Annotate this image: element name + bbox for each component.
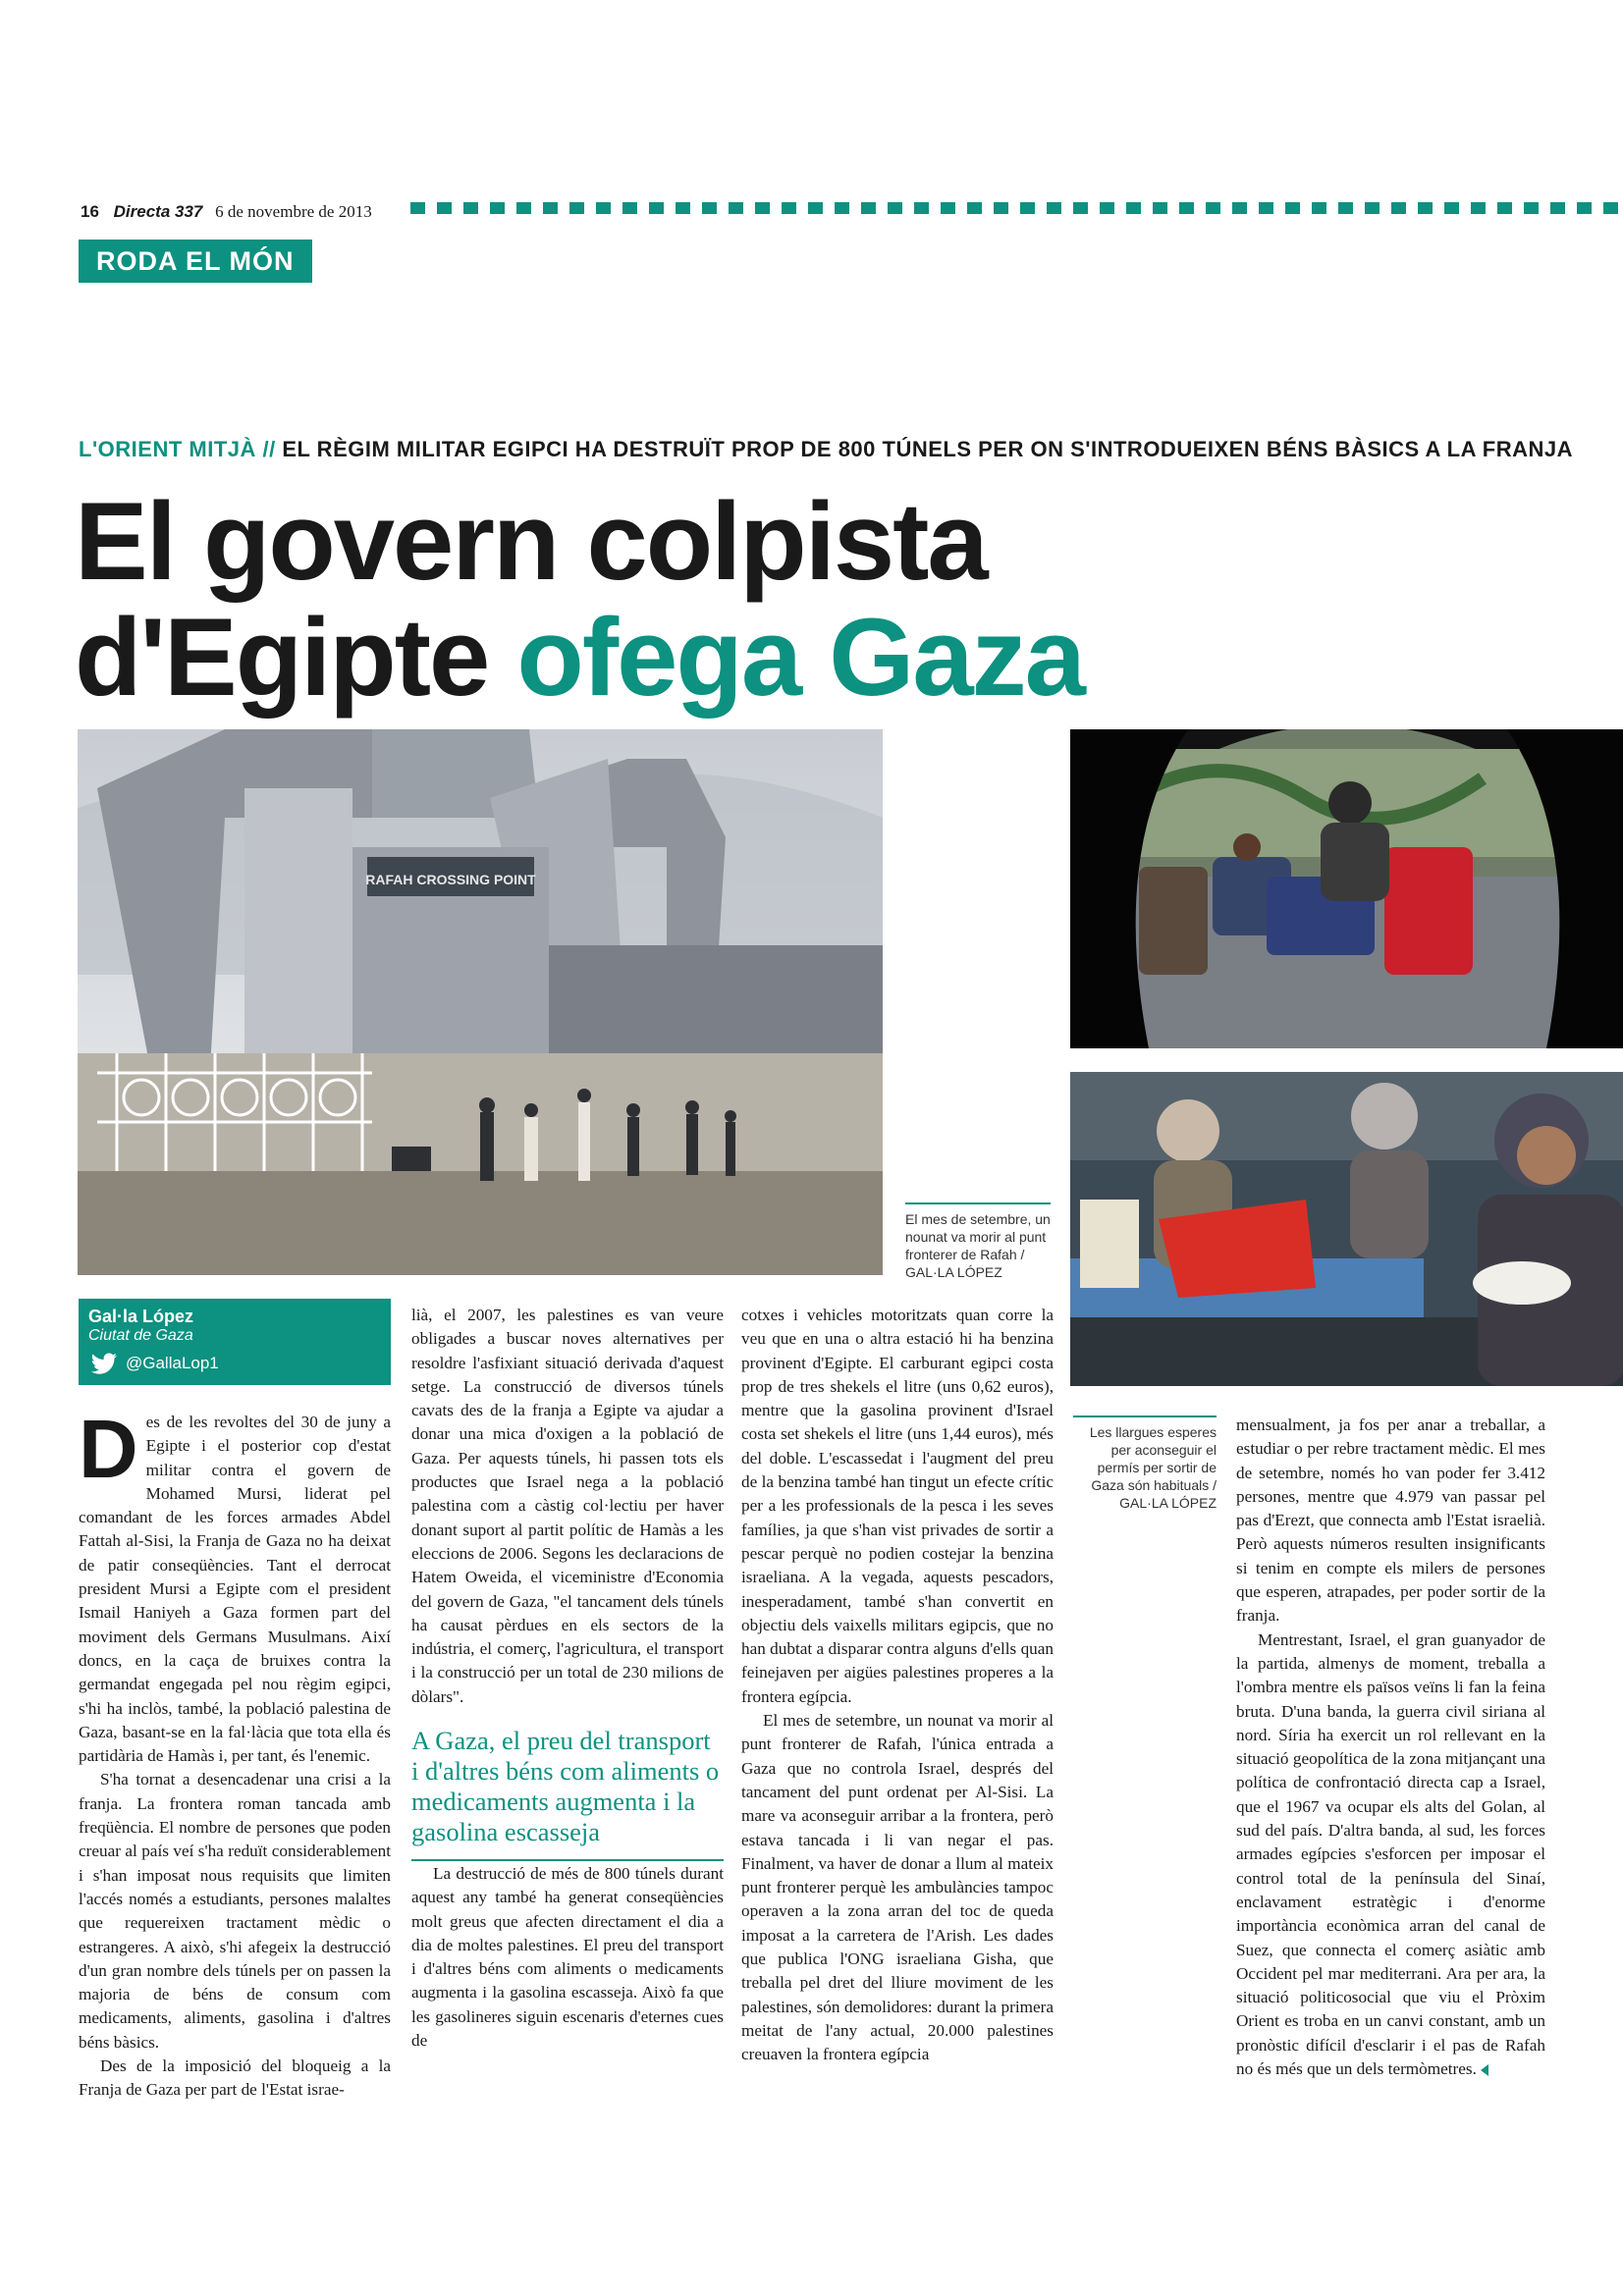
body-column-4 (1236, 1414, 1545, 2081)
headline (75, 480, 1084, 719)
paragraph: mensualment, ja fos per anar a treballar, a estudiar o per rebre tractament mèdic. El mes de setembre, només ho van poder fer 3.412 persones, mentre que 4.979 van passar pel pas d'Erezt, que connecta amb l'Estat israelià. Però aquests números resulten insignificants si tenim en compte els milers de persones que esperen, atrapades, per poder sortir de la franja. (1236, 1415, 1545, 1626)
folio (81, 202, 372, 222)
drop-cap: D (79, 1403, 138, 1495)
paragraph: Des de la imposició del bloqueig a la Franja de Gaza per part de l'Estat israe- (79, 2056, 391, 2100)
crossing-sign-text: RAFAH CROSSING POINT (365, 872, 536, 887)
header-dotted-rule (410, 202, 1623, 214)
headline-line-1: El govern colpista (75, 480, 987, 603)
body-column-2-continued (411, 1862, 724, 2053)
headline-line-2 (75, 596, 1084, 719)
section-badge: RODA EL MÓN (79, 240, 312, 283)
byline-box (79, 1299, 391, 1385)
kicker-summary: EL RÈGIM MILITAR EGIPCI HA DESTRUÏT PROP DE 800 TÚNELS PER ON S'INTRODUEIXEN BÉNS BÀSICS A LA FRANJA (282, 437, 1574, 461)
paragraph: La destrucció de més de 800 túnels durant aquest any també ha generat conseqüències molt greus que afecten directament el dia a dia de moltes palestines. El preu del transport i d'altres béns com aliments o medicaments augmenta i la gasolina escasseja. Això fa que les gasolineres siguin escenaris d'eternes cues de (411, 1864, 724, 2051)
headline-black: d'Egipte (75, 596, 489, 719)
page-number: 16 (81, 202, 99, 221)
issue-date: 6 de novembre de 2013 (215, 202, 372, 221)
headline-accent: ofega Gaza (516, 596, 1084, 719)
paragraph: El mes de setembre, un nounat va morir al punt fronterer de Rafah, l'única entrada a Gaza que no controla Israel, després del tancament del punt ordenat per Al-Sisi. La mare va aconseguir arribar a la frontera, però estava tancada i li van negar el pas. Finalment, va haver de donar a llum al mateix punt fronterer perquè les ambulàncies tampoc operaven a la zona arran del toc de queda imposat a la carretera de l'Arish. Les dades que publica l'ONG israeliana Gisha, que treballa pel dret del lliure moviment de les palestines, són demolidores: durant la primera meitat de l'any actual, 20.000 palestines creuaven la frontera egípcia (741, 1711, 1054, 2064)
paragraph: Des de les revoltes del 30 de juny a Egipte i el posterior cop d'estat militar contra el govern de Mohamed Mursi, liderat pel comandant de les forces armades Abdel Fattah al-Sisi, la Franja de Gaza no ha deixat de patir conseqüències. Tant el derrocat president Mursi a Egipte com el president Ismail Haniyeh a Gaza formen part del moviment dels Germans Musulmans. Així doncs, en la caça de bruixes contra la germandat engegada pel nou règim egipci, s'hi ha inclòs, també, la població palestina de Gaza, basant-se en la fal·làcia que tota ella és partidària de Hamàs i, per tant, és l'enemic. (79, 1403, 391, 1766)
photo-waiting-hall (1070, 1072, 1623, 1386)
twitter-handle-row (88, 1352, 381, 1375)
caption-right-photo: Les llargues esperes per aconseguir el permís per sortir de Gaza són habituals / GAL·LA LÓPEZ (1073, 1415, 1217, 1512)
author-location: Ciutat de Gaza (88, 1327, 193, 1344)
kicker-region: L'ORIENT MITJÀ // (79, 437, 276, 461)
paragraph: S'ha tornat a desencadenar una crisi a la franja. La frontera roman tancada amb freqüència. El nombre de persones que poden creuar al país veí s'ha reduït considerablement i s'han imposat nous requisits que limiten l'accés només a estudiants, persones malaltes que requereixen tractament mèdic o estrangeres. A això, s'hi afegeix la destrucció d'un gran nombre dels túnels per on passen la majoria de béns de consum com medicaments, aliments, gasolina i d'altres béns bàsics. (79, 1770, 391, 2052)
body-column-2 (411, 1304, 724, 1709)
paragraph: Mentrestant, Israel, el gran guanyador de la partida, almenys de moment, treballa a l'ombra mentre els països veïns li fan la feina bruta. D'una banda, la guerra civil siriana al nord. Síria ha exercit un rol rellevant en la situació geopolítica de la zona mitjançant una política de confrontació directa cap a Israel, que el 1967 va ocupar els alts del Golan, al sud del país. D'altra banda, al sud, les forces armades egípcies s'esforcen per imposar el control total de la península del Sinaí, enclavament estratègic i d'enorme importància econòmica arran del canal de Suez, que connecta el comerç asiàtic amb Occident pel mar mediterrani. Ara per ara, la situació politicosocial que viu el Pròxim Orient es troba en un canvi constant, amb un pronòstic difícil d'esclarir i el pas de Rafah no és més que un dels termòmetres. (1236, 1629, 1545, 2079)
paragraph: cotxes i vehicles motoritzats quan corre la veu que en una o altra estació hi ha benzina provinent d'Egipte. El carburant egipci costa prop de tres shekels el litre (uns 0,62 euros), mentre que la gasolina provinent d'Israel costa set shekels el litre (uns 1,44 euros), més del doble. L'escassedat i l'augment del preu de la benzina també han tingut un efecte crític per a les professionals de la pesca i les seves famílies, ja que s'han vist privades de sortir a pescar perquè no podien costejar la benzina israeliana. A la vegada, aquests pescadors, inesperadament, també s'han convertit en objectiu dels vaixells militars egipcis, que no han dubtat a disparar contra alguns d'ells quan feinejaven per aigües palestines properes a la frontera egípcia. (741, 1306, 1054, 1706)
caption-main-photo: El mes de setembre, un nounat va morir al punt fronterer de Rafah / GAL·LA LÓPEZ (905, 1202, 1051, 1281)
paragraph: lià, el 2007, les palestines es van veure obligades a buscar noves alternatives per resoldre l'asfixiant situació derivada d'aquest setge. La construcció de diversos túnels cavats des de la franja a Egipte va ajudar a donar una mica d'oxigen a la població de Gaza. Per aquests túnels, hi passen tots els productes que Israel nega a la població palestina com a càstig col·lectiu per haver donant suport al partit polític de Hamàs a les eleccions de 2006. Segons les declaracions de Hatem Oweida, el viceministre d'Economia del govern de Gaza, "el tancament dels túnels ha causat pèrdues en els sectors de la indústria, el comerç, l'agricultura, el transport i la construcció per un total de 230 milions de dòlars". (411, 1306, 724, 1706)
photo-rafah-crossing (78, 729, 883, 1275)
end-of-article-icon (1481, 2064, 1488, 2076)
body-column-3 (741, 1304, 1054, 2067)
kicker (79, 437, 1573, 462)
pull-quote: A Gaza, el preu del transport i d'altres béns com aliments o medicaments augmenta i la gasolina escasseja (411, 1726, 724, 1861)
twitter-bird-icon (88, 1353, 118, 1374)
photo-waiting-luggage (1070, 729, 1623, 1048)
author-name: Gal·la López (88, 1307, 194, 1326)
body-column-1 (79, 1403, 391, 2103)
twitter-handle: @GallaLop1 (126, 1354, 219, 1372)
magazine-name: Directa 337 (113, 202, 203, 221)
